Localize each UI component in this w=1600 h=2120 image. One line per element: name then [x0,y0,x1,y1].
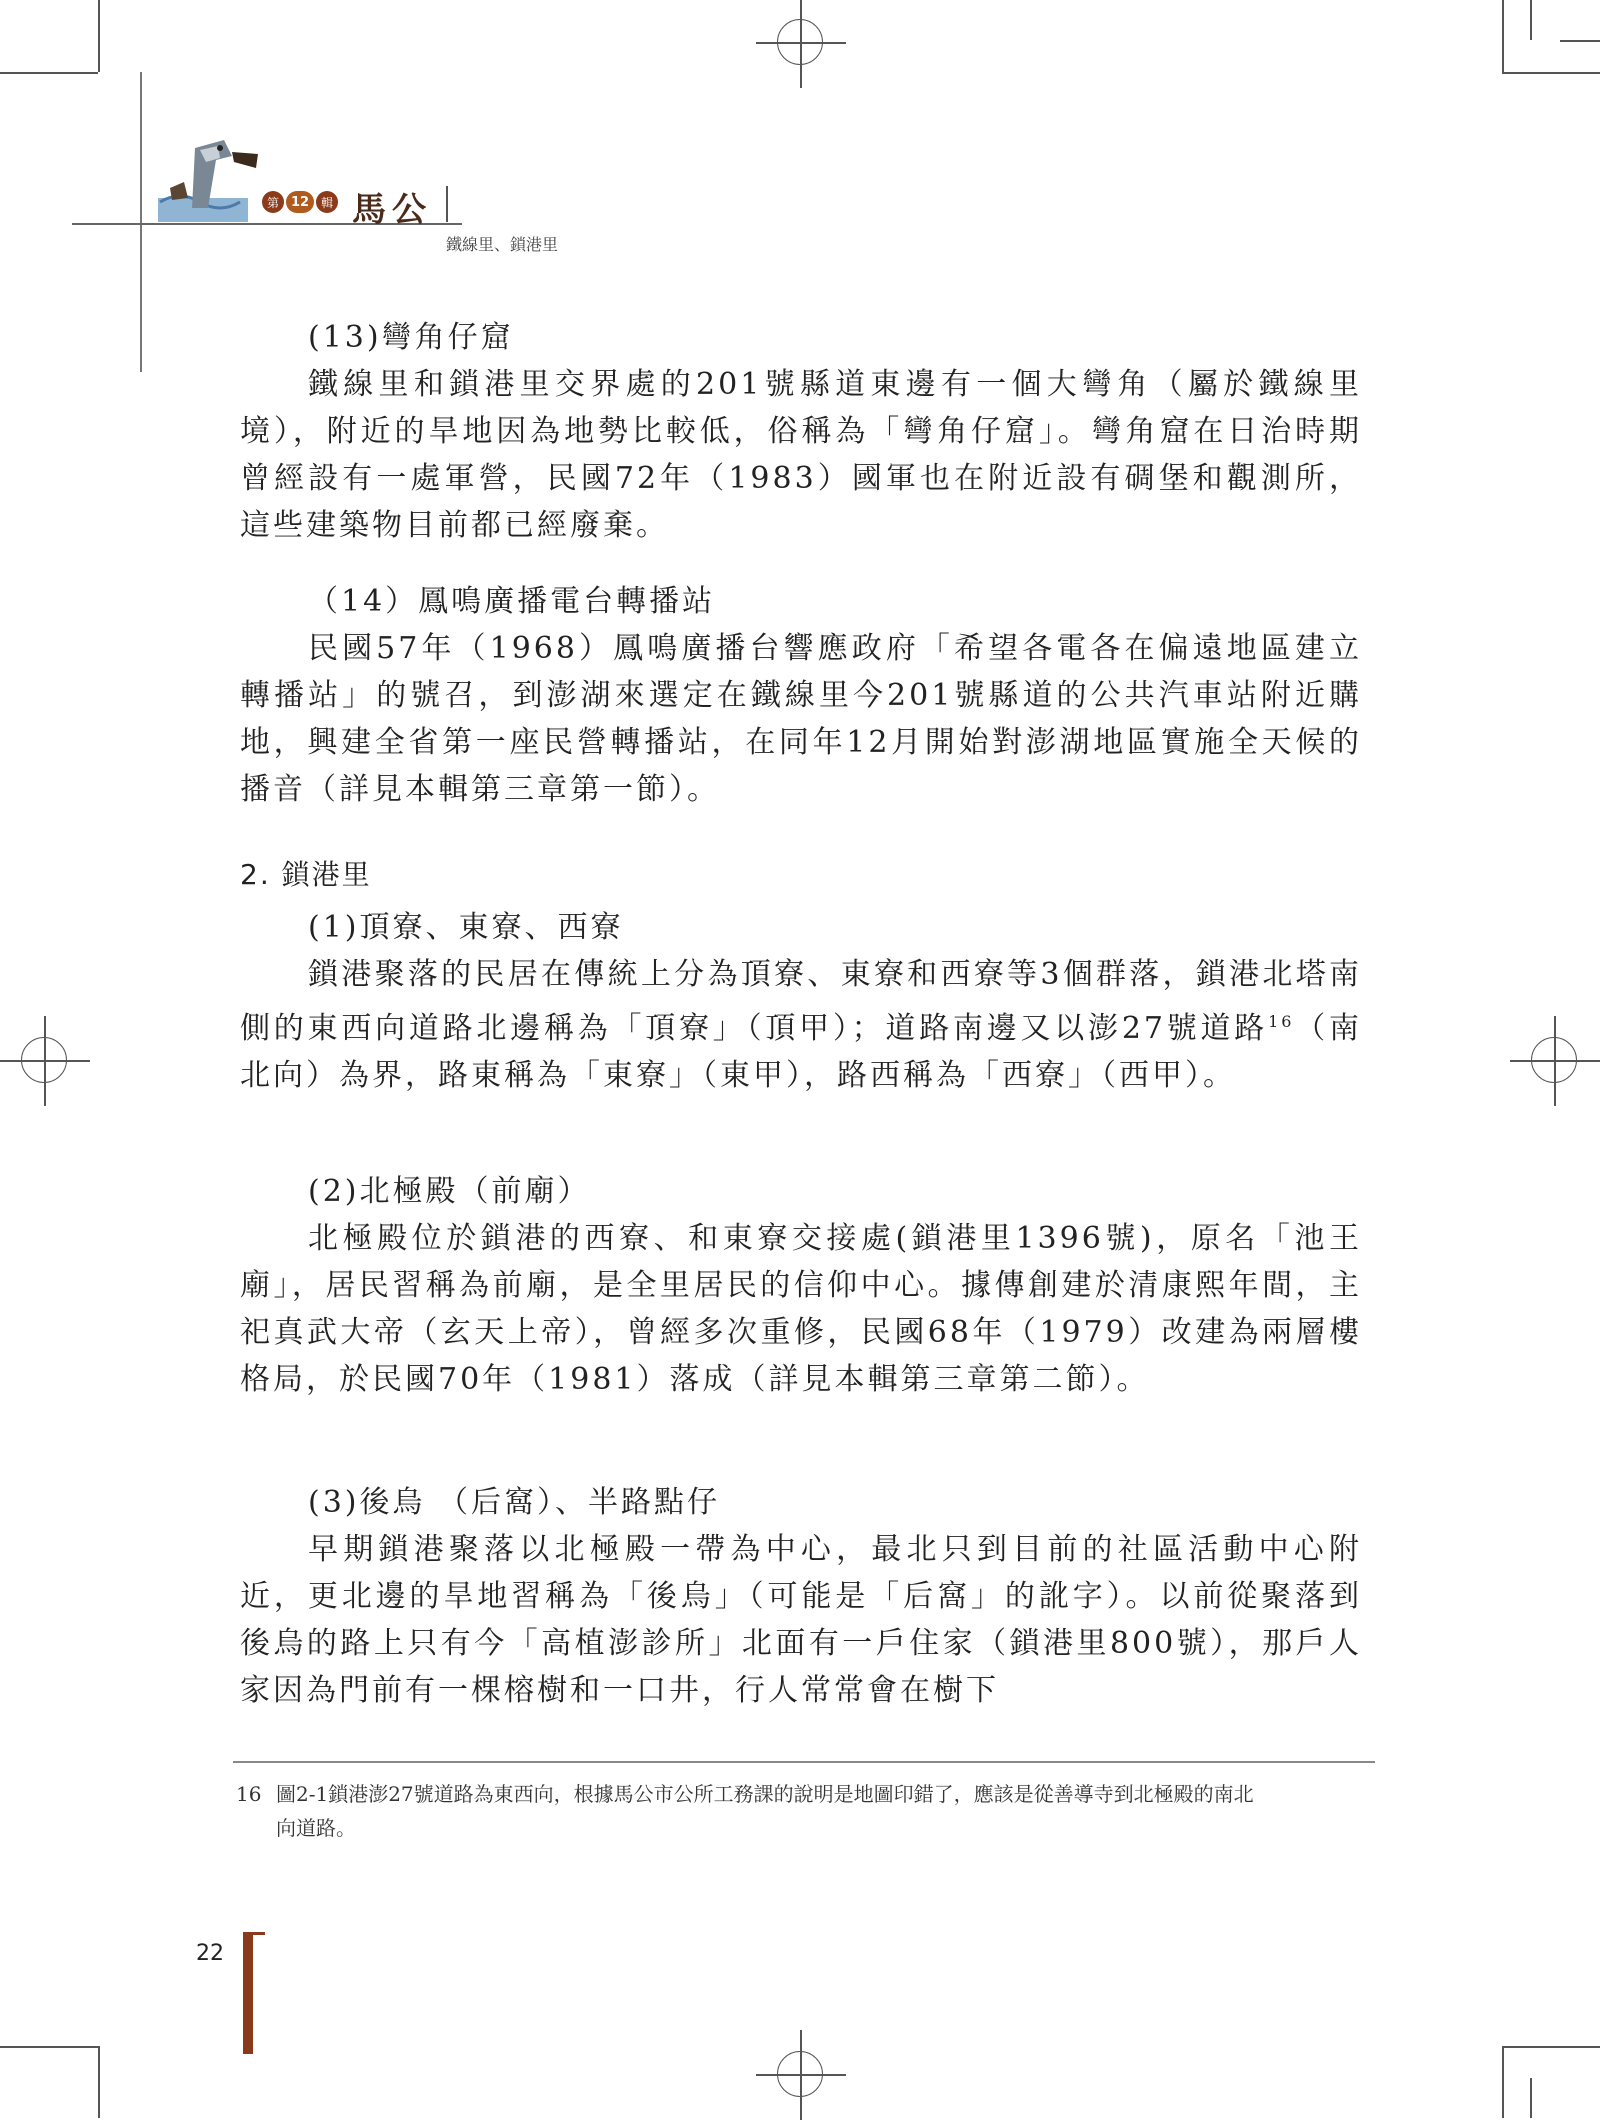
body-text [240,1168,1362,1403]
chapter-badge [262,191,338,213]
sculpture-logo-icon [140,128,270,224]
crop-mark [1530,2078,1532,2118]
section-heading [240,853,372,893]
body-text [240,578,1362,813]
crop-mark [1502,72,1600,74]
paragraph-14: 民國57年（1968）鳳鳴廣播台響應政府「希望各電各在偏遠地區建立轉播站」的號召，到澎湖來選定在鐵線里今201號縣道的公共汽車站附近購地，興建全省第一座民營轉播站，在同年12月開始對澎湖地區實施全天候的播音（詳見本輯第三章第一節）。 [240,631,1362,807]
subheading-2: (2)北極殿（前廟） [308,1174,591,1209]
body-text [240,1479,1362,1714]
paragraph-1 [240,951,1362,1099]
crop-mark [0,72,98,74]
page-number-bar-cap [243,1932,265,1935]
footnote-text: 圖2-1鎖港澎27號道路為東西向，根據馬公市公所工務課的說明是地圖印錯了，應該是從善導寺到北極殿的南北 [276,1782,1254,1806]
paragraph-3: 早期鎖港聚落以北極殿一帶為中心，最北只到目前的社區活動中心附近，更北邊的旱地習稱為「後烏」（可能是「后窩」的訛字）。以前從聚落到後烏的路上只有今「高植澎診所」北面有一戶住家（鎖港里800號），那戶人家因為門前有一棵榕樹和一口井，行人常常會在樹下 [240,1532,1362,1708]
crop-mark [1502,2046,1504,2118]
subheading-14: （14）鳳鳴廣播電台轉播站 [308,584,716,619]
subheading-13: (13)彎角仔窟 [308,320,514,355]
footnote [236,1777,1376,1845]
footnote-text-continued: 向道路。 [276,1816,356,1840]
registration-mark-icon [14,1030,76,1092]
registration-mark-icon [770,2044,832,2106]
subheading-1: (1)頂寮、東寮、西寮 [308,910,624,945]
registration-mark-icon [1524,1030,1586,1092]
paragraph-2: 北極殿位於鎖港的西寮、和東寮交接處(鎖港里1396號)，原名「池王廟」，居民習稱為前廟，是全里居民的信仰中心。據傳創建於清康熙年間，主祀真武大帝（玄天上帝），曾經多次重修，民國68年（1979）改建為兩層樓格局，於民國70年（1981）落成（詳見本輯第三章第二節）。 [240,1221,1362,1397]
town-name: 馬公 [352,190,432,230]
page-number-bar [243,1932,253,2054]
subheading-3: (3)後烏 （后窩）、半路點仔 [308,1485,721,1520]
crop-mark [98,0,100,72]
paragraph-1-part-b: （南北向）為界，路東稱為「東寮」（東甲），路西稱為「西寮」（西甲）。 [240,1011,1362,1093]
footnote-number: 16 [236,1782,262,1806]
running-header: 鐵線里、鎖港里 [446,235,559,254]
crop-mark [98,2046,100,2118]
body-text [240,904,1362,1099]
footnote-ref[interactable]: 16 [1268,1012,1295,1031]
chapter-number: 12 [286,191,314,213]
chapter-prefix: 第 [262,191,284,213]
footnote-rule [233,1761,1375,1763]
crop-mark [1502,0,1504,72]
crop-mark [1502,2046,1600,2048]
section-title: 2. 鎖港里 [240,858,372,891]
body-text [240,314,1362,549]
paragraph-13: 鐵線里和鎖港里交界處的201號縣道東邊有一個大彎角（屬於鐵線里境），附近的旱地因為地勢比較低，俗稱為「彎角仔窟」。彎角窟在日治時期曾經設有一處軍營，民國72年（1983）國軍也在附近設有碉堡和觀測所，這些建築物目前都已經廢棄。 [240,367,1362,543]
crop-mark [1530,0,1532,40]
header-divider [446,186,448,222]
registration-mark-icon [770,12,832,74]
paragraph-1-part-a: 鎖港聚落的民居在傳統上分為頂寮、東寮和西寮等3個群落，鎖港北塔南側的東西向道路北邊稱為「頂寮」（頂甲）；道路南邊又以澎27號道路 [240,957,1362,1046]
crop-mark [1560,40,1600,42]
crop-mark [0,2046,98,2048]
page-number: 22 [196,1941,224,1966]
chapter-suffix: 輯 [316,191,338,213]
